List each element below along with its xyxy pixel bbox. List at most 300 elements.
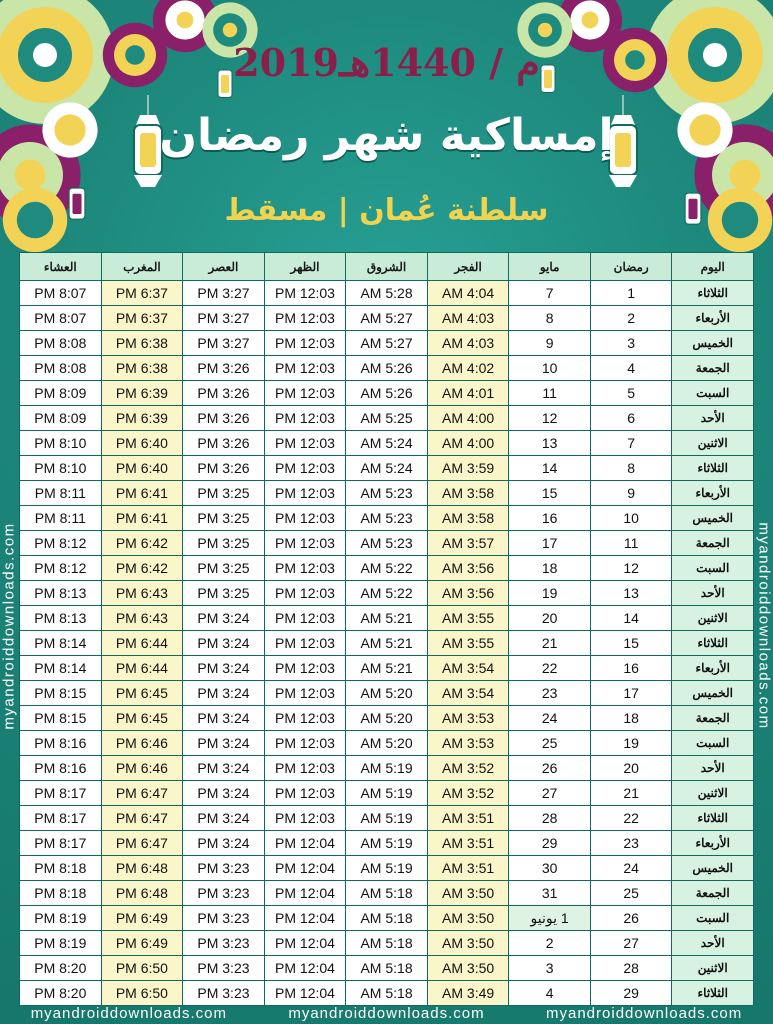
table-cell: 6:41 PM <box>101 506 183 531</box>
table-cell: 4:02 AM <box>427 356 509 381</box>
table-row <box>20 456 754 481</box>
table-cell: 3:57 AM <box>427 531 509 556</box>
table-cell: 20 <box>590 756 672 781</box>
table-cell: 11 <box>509 381 591 406</box>
table-cell: الاثنين <box>672 431 754 456</box>
table-cell: 12 <box>509 406 591 431</box>
table-cell: 4:00 AM <box>427 406 509 431</box>
table-cell: 3:27 PM <box>183 331 265 356</box>
watermark-right: myandroiddownloads.com <box>755 522 773 730</box>
table-cell: الأربعاء <box>672 481 754 506</box>
table-cell: 5:23 AM <box>346 506 428 531</box>
table-row <box>20 856 754 881</box>
table-cell: 6:40 PM <box>101 456 183 481</box>
table-cell: الاثنين <box>672 781 754 806</box>
table-cell: 3:24 PM <box>183 806 265 831</box>
table-cell: 8:14 PM <box>20 656 102 681</box>
table-cell: 12:03 PM <box>264 556 346 581</box>
table-cell: 3:51 AM <box>427 831 509 856</box>
table-cell: 8:12 PM <box>20 556 102 581</box>
table-cell: 6:49 PM <box>101 906 183 931</box>
table-cell: 5:18 AM <box>346 881 428 906</box>
table-cell: 8:08 PM <box>20 356 102 381</box>
table-cell: 6:38 PM <box>101 356 183 381</box>
table-cell: 4:03 AM <box>427 331 509 356</box>
table-cell: 7 <box>590 431 672 456</box>
watermark-left: myandroiddownloads.com <box>0 522 18 730</box>
table-cell: 2 <box>590 306 672 331</box>
column-header: الشروق <box>346 253 428 281</box>
table-row <box>20 781 754 806</box>
column-header: العصر <box>183 253 265 281</box>
table-cell: 6:47 PM <box>101 831 183 856</box>
table-row <box>20 606 754 631</box>
table-cell: 12:03 PM <box>264 306 346 331</box>
column-header: الفجر <box>427 253 509 281</box>
table-cell: الاثنين <box>672 606 754 631</box>
column-header: المغرب <box>101 253 183 281</box>
table-cell: 3:50 AM <box>427 906 509 931</box>
table-cell: 8 <box>509 306 591 331</box>
table-cell: 3:59 AM <box>427 456 509 481</box>
table-cell: الثلاثاء <box>672 806 754 831</box>
table-cell: الأحد <box>672 931 754 956</box>
table-cell: 6:42 PM <box>101 556 183 581</box>
table-cell: 5:23 AM <box>346 531 428 556</box>
table-cell: 3:24 PM <box>183 606 265 631</box>
table-cell: 3:24 PM <box>183 706 265 731</box>
table-cell: 8:19 PM <box>20 906 102 931</box>
table-cell: 5:18 AM <box>346 956 428 981</box>
table-cell: 12:03 PM <box>264 631 346 656</box>
table-cell: الجمعة <box>672 356 754 381</box>
table-cell: 12:03 PM <box>264 281 346 306</box>
table-cell: 5:25 AM <box>346 406 428 431</box>
table-cell: 5:19 AM <box>346 856 428 881</box>
table-cell: 4:03 AM <box>427 306 509 331</box>
table-cell: 6:42 PM <box>101 531 183 556</box>
table-cell: الأربعاء <box>672 831 754 856</box>
table-cell: 30 <box>509 856 591 881</box>
column-header: رمضان <box>590 253 672 281</box>
table-cell: الأحد <box>672 756 754 781</box>
table-cell: 12:03 PM <box>264 331 346 356</box>
table-cell: 8:20 PM <box>20 956 102 981</box>
table-cell: 8:17 PM <box>20 831 102 856</box>
table-cell: الجمعة <box>672 706 754 731</box>
table-cell: 9 <box>590 481 672 506</box>
table-cell: 12:04 PM <box>264 981 346 1006</box>
table-cell: 21 <box>509 631 591 656</box>
table-row <box>20 531 754 556</box>
watermark-bottom <box>0 1002 773 1024</box>
table-cell: 3:24 PM <box>183 756 265 781</box>
table-cell: 17 <box>509 531 591 556</box>
table-cell: 12:03 PM <box>264 481 346 506</box>
table-cell: 22 <box>509 656 591 681</box>
table-cell: 3:49 AM <box>427 981 509 1006</box>
table-cell: 6:50 PM <box>101 981 183 1006</box>
table-cell: 8:20 PM <box>20 981 102 1006</box>
table-cell: 8 <box>590 456 672 481</box>
table-cell: 3:24 PM <box>183 731 265 756</box>
table-cell: 5:21 AM <box>346 631 428 656</box>
table-cell: 8:16 PM <box>20 731 102 756</box>
table-cell: 3:24 PM <box>183 831 265 856</box>
table-cell: 6:48 PM <box>101 856 183 881</box>
table-cell: 5:21 AM <box>346 606 428 631</box>
table-cell: الخميس <box>672 506 754 531</box>
table-cell: الأربعاء <box>672 306 754 331</box>
table-cell: 8:16 PM <box>20 756 102 781</box>
table-cell: 12:03 PM <box>264 806 346 831</box>
table-cell: 15 <box>590 631 672 656</box>
table-cell: 5:20 AM <box>346 706 428 731</box>
table-row <box>20 931 754 956</box>
table-cell: 22 <box>590 806 672 831</box>
table-cell: 3 <box>590 331 672 356</box>
table-row <box>20 356 754 381</box>
table-cell: 6:40 PM <box>101 431 183 456</box>
table-cell: 8:19 PM <box>20 931 102 956</box>
table-cell: 17 <box>590 681 672 706</box>
table-row <box>20 581 754 606</box>
table-cell: 6:37 PM <box>101 306 183 331</box>
table-row <box>20 756 754 781</box>
table-cell: 3:26 PM <box>183 381 265 406</box>
table-cell: 18 <box>590 706 672 731</box>
table-cell: 28 <box>590 956 672 981</box>
table-cell: 12:03 PM <box>264 531 346 556</box>
table-cell: 5:26 AM <box>346 381 428 406</box>
table-cell: 5:19 AM <box>346 756 428 781</box>
table-cell: الخميس <box>672 856 754 881</box>
table-cell: 5:27 AM <box>346 306 428 331</box>
table-cell: 3:50 AM <box>427 931 509 956</box>
table-cell: 19 <box>509 581 591 606</box>
table-cell: 5:18 AM <box>346 906 428 931</box>
table-row <box>20 281 754 306</box>
table-cell: 3 <box>509 956 591 981</box>
table-row <box>20 631 754 656</box>
table-row <box>20 306 754 331</box>
table-cell: 8:14 PM <box>20 631 102 656</box>
table-cell: 8:09 PM <box>20 406 102 431</box>
table-cell: 3:23 PM <box>183 856 265 881</box>
table-cell: 12:04 PM <box>264 931 346 956</box>
table-cell: 3:52 AM <box>427 781 509 806</box>
table-cell: 6:38 PM <box>101 331 183 356</box>
table-cell: 8:17 PM <box>20 806 102 831</box>
table-cell: 1 <box>590 281 672 306</box>
column-header: العشاء <box>20 253 102 281</box>
table-cell: 5:21 AM <box>346 656 428 681</box>
table-row <box>20 881 754 906</box>
table-cell: 8:18 PM <box>20 856 102 881</box>
table-cell: 12:03 PM <box>264 506 346 531</box>
table-cell: 5:20 AM <box>346 681 428 706</box>
table-cell: 3:56 AM <box>427 556 509 581</box>
table-cell: 5:19 AM <box>346 831 428 856</box>
table-cell: 18 <box>509 556 591 581</box>
header-year: 2019م / 1440هـ <box>233 40 540 85</box>
table-cell: 7 <box>509 281 591 306</box>
table-cell: الخميس <box>672 331 754 356</box>
table-cell: 6:46 PM <box>101 756 183 781</box>
table-cell: 5:26 AM <box>346 356 428 381</box>
table-row <box>20 331 754 356</box>
table-cell: 3:23 PM <box>183 881 265 906</box>
table-cell: 12:04 PM <box>264 956 346 981</box>
table-cell: الأربعاء <box>672 656 754 681</box>
table-cell: 8:10 PM <box>20 431 102 456</box>
table-cell: 4 <box>590 356 672 381</box>
table-cell: 4:04 AM <box>427 281 509 306</box>
table-cell: 10 <box>590 506 672 531</box>
table-cell: 12:04 PM <box>264 906 346 931</box>
table-cell: 12:03 PM <box>264 456 346 481</box>
table-cell: 3:23 PM <box>183 931 265 956</box>
table-cell: 16 <box>590 656 672 681</box>
table-cell: 23 <box>509 681 591 706</box>
table-row <box>20 556 754 581</box>
table-cell: 16 <box>509 506 591 531</box>
table-cell: 3:55 AM <box>427 606 509 631</box>
column-header: الظهر <box>264 253 346 281</box>
column-header: مايو <box>509 253 591 281</box>
table-cell: 5:18 AM <box>346 931 428 956</box>
table-cell: 12:03 PM <box>264 681 346 706</box>
table-cell: 15 <box>509 481 591 506</box>
table-cell: 3:51 AM <box>427 806 509 831</box>
table-cell: 10 <box>509 356 591 381</box>
table-cell: 29 <box>590 981 672 1006</box>
table-cell: 12:03 PM <box>264 656 346 681</box>
table-cell: 13 <box>590 581 672 606</box>
table-cell: 1 يونيو <box>509 906 591 931</box>
table-row <box>20 731 754 756</box>
table-cell: الثلاثاء <box>672 281 754 306</box>
table-cell: 12:03 PM <box>264 731 346 756</box>
table-cell: 12:04 PM <box>264 831 346 856</box>
table-cell: الثلاثاء <box>672 456 754 481</box>
table-cell: 12:04 PM <box>264 881 346 906</box>
table-cell: الأحد <box>672 581 754 606</box>
table-cell: الجمعة <box>672 531 754 556</box>
table-cell: 3:25 PM <box>183 506 265 531</box>
table-cell: الجمعة <box>672 881 754 906</box>
table-cell: 23 <box>590 831 672 856</box>
page-title: إمساكية شهر رمضان <box>159 110 614 161</box>
table-cell: 29 <box>509 831 591 856</box>
table-cell: 3:58 AM <box>427 506 509 531</box>
table-cell: 3:26 PM <box>183 406 265 431</box>
table-cell: 26 <box>509 756 591 781</box>
table-cell: 27 <box>509 781 591 806</box>
table-cell: 5:20 AM <box>346 731 428 756</box>
watermark-text: myandroiddownloads.com <box>288 1004 485 1022</box>
table-cell: 5:28 AM <box>346 281 428 306</box>
table-cell: 12:03 PM <box>264 406 346 431</box>
table-cell: 3:52 AM <box>427 756 509 781</box>
table-cell: 6:45 PM <box>101 681 183 706</box>
table-cell: الخميس <box>672 681 754 706</box>
table-cell: 12:04 PM <box>264 856 346 881</box>
table-row <box>20 806 754 831</box>
table-cell: 12:03 PM <box>264 431 346 456</box>
table-row <box>20 506 754 531</box>
table-cell: 3:26 PM <box>183 456 265 481</box>
table-cell: 14 <box>509 456 591 481</box>
table-cell: 8:10 PM <box>20 456 102 481</box>
table-row <box>20 656 754 681</box>
table-row <box>20 481 754 506</box>
table-cell: 24 <box>509 706 591 731</box>
table-cell: 28 <box>509 806 591 831</box>
table-cell: الاثنين <box>672 956 754 981</box>
table-cell: 12:03 PM <box>264 781 346 806</box>
table-cell: 8:11 PM <box>20 506 102 531</box>
table-cell: 12:03 PM <box>264 356 346 381</box>
table-cell: 3:25 PM <box>183 581 265 606</box>
table-cell: الأحد <box>672 406 754 431</box>
table-cell: 12:03 PM <box>264 381 346 406</box>
table-cell: 8:13 PM <box>20 606 102 631</box>
table-cell: 5:24 AM <box>346 456 428 481</box>
table-row <box>20 906 754 931</box>
table-cell: 6:39 PM <box>101 381 183 406</box>
table-cell: 6:43 PM <box>101 606 183 631</box>
table-cell: 3:27 PM <box>183 306 265 331</box>
table-cell: 8:09 PM <box>20 381 102 406</box>
table-cell: 3:27 PM <box>183 281 265 306</box>
table-cell: 3:54 AM <box>427 656 509 681</box>
table-row <box>20 406 754 431</box>
table-row <box>20 706 754 731</box>
table-cell: 3:24 PM <box>183 781 265 806</box>
table-cell: 4:00 AM <box>427 431 509 456</box>
table-cell: السبت <box>672 906 754 931</box>
watermark-text: myandroiddownloads.com <box>546 1004 743 1022</box>
table-cell: 8:17 PM <box>20 781 102 806</box>
table-cell: 12:03 PM <box>264 606 346 631</box>
table-cell: 5:22 AM <box>346 556 428 581</box>
table-cell: 8:15 PM <box>20 681 102 706</box>
table-cell: السبت <box>672 381 754 406</box>
table-cell: السبت <box>672 556 754 581</box>
table-cell: 25 <box>509 731 591 756</box>
table-cell: 3:25 PM <box>183 556 265 581</box>
table-cell: 8:18 PM <box>20 881 102 906</box>
table-row <box>20 956 754 981</box>
table-cell: 25 <box>590 881 672 906</box>
table-cell: 12:03 PM <box>264 756 346 781</box>
table-cell: 6:48 PM <box>101 881 183 906</box>
table-cell: الثلاثاء <box>672 631 754 656</box>
table-header-row <box>20 253 754 281</box>
table-cell: 3:26 PM <box>183 356 265 381</box>
table-cell: 3:26 PM <box>183 431 265 456</box>
table-row <box>20 431 754 456</box>
table-cell: 5:22 AM <box>346 581 428 606</box>
table-cell: 27 <box>590 931 672 956</box>
table-cell: 24 <box>590 856 672 881</box>
table-cell: 20 <box>509 606 591 631</box>
table-cell: 5 <box>590 381 672 406</box>
table-cell: 3:23 PM <box>183 956 265 981</box>
table-row <box>20 381 754 406</box>
table-cell: 5:19 AM <box>346 781 428 806</box>
table-cell: 3:53 AM <box>427 731 509 756</box>
table-cell: 3:56 AM <box>427 581 509 606</box>
table-cell: 3:25 PM <box>183 481 265 506</box>
table-cell: 6:44 PM <box>101 631 183 656</box>
table-cell: 4:01 AM <box>427 381 509 406</box>
table-cell: 6:43 PM <box>101 581 183 606</box>
table-cell: 8:11 PM <box>20 481 102 506</box>
table-cell: 5:24 AM <box>346 431 428 456</box>
table-cell: 12 <box>590 556 672 581</box>
table-cell: 26 <box>590 906 672 931</box>
table-cell: 5:19 AM <box>346 806 428 831</box>
table-cell: 3:24 PM <box>183 681 265 706</box>
table-cell: 9 <box>509 331 591 356</box>
table-cell: 3:25 PM <box>183 531 265 556</box>
table-cell: السبت <box>672 731 754 756</box>
table-cell: 6:44 PM <box>101 656 183 681</box>
table-cell: 13 <box>509 431 591 456</box>
table-cell: 3:55 AM <box>427 631 509 656</box>
table-row <box>20 681 754 706</box>
table-cell: 3:58 AM <box>427 481 509 506</box>
table-cell: 4 <box>509 981 591 1006</box>
location-subtitle: سلطنة عُمان | مسقط <box>224 193 549 228</box>
column-header: اليوم <box>672 253 754 281</box>
table-cell: 3:54 AM <box>427 681 509 706</box>
table-cell: 6:41 PM <box>101 481 183 506</box>
table-cell: 8:12 PM <box>20 531 102 556</box>
table-cell: 6:47 PM <box>101 781 183 806</box>
table-cell: 6:46 PM <box>101 731 183 756</box>
table-cell: 6:50 PM <box>101 956 183 981</box>
prayer-times-table <box>19 252 754 1006</box>
table-cell: 6:45 PM <box>101 706 183 731</box>
table-cell: 6:39 PM <box>101 406 183 431</box>
table-cell: 14 <box>590 606 672 631</box>
table-cell: 3:24 PM <box>183 631 265 656</box>
table-cell: 6:47 PM <box>101 806 183 831</box>
table-cell: 3:23 PM <box>183 981 265 1006</box>
table-cell: 6 <box>590 406 672 431</box>
table-cell: 8:13 PM <box>20 581 102 606</box>
table-cell: 8:08 PM <box>20 331 102 356</box>
table-cell: 12:03 PM <box>264 706 346 731</box>
table-cell: 3:53 AM <box>427 706 509 731</box>
watermark-text: myandroiddownloads.com <box>30 1004 227 1022</box>
table-cell: 3:50 AM <box>427 881 509 906</box>
table-cell: 8:15 PM <box>20 706 102 731</box>
table-cell: 31 <box>509 881 591 906</box>
table-cell: 6:49 PM <box>101 931 183 956</box>
table-cell: 3:24 PM <box>183 656 265 681</box>
table-cell: 12:03 PM <box>264 581 346 606</box>
table-row <box>20 831 754 856</box>
table-cell: 3:50 AM <box>427 956 509 981</box>
table-cell: 5:27 AM <box>346 331 428 356</box>
table-cell: 3:23 PM <box>183 906 265 931</box>
table-cell: 8:07 PM <box>20 281 102 306</box>
table-cell: الثلاثاء <box>672 981 754 1006</box>
